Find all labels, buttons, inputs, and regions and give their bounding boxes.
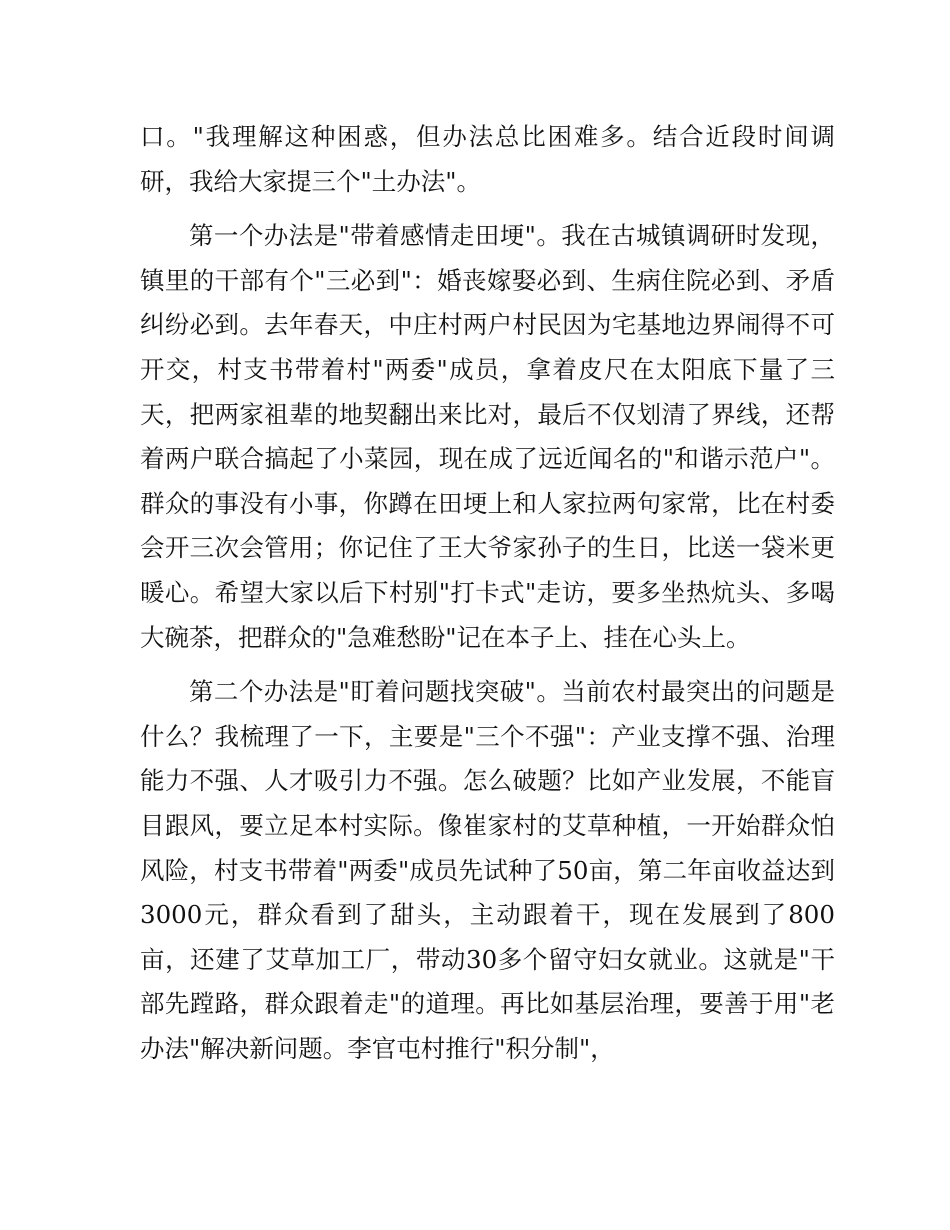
paragraph-1: 口。"我理解这种困惑，但办法总比困难多。结合近段时间调研，我给大家提三个"土办法"。: [140, 122, 835, 196]
paragraph-2: 第一个办法是"带着感情走田埂"。我在古城镇调研时发现，镇里的干部有个"三必到"：婚丧嫁娶必到、生病住院必到、矛盾纠纷必到。去年春天，中庄村两户村民因为宅基地边界闹得不可开交，村支书带着村"两委"成员，拿着皮尺在太阳底下量了三天，把两家祖辈的地契翻出来比对，最后不仅划清了界线，还帮着两户联合搞起了小菜园，现在成了远近闻名的"和谐示范户"。群众的事没有小事，你蹲在田埂上和人家拉两句家常，比在村委会开三次会管用；你记住了王大爷家孙子的生日，比送一袋米更暖心。希望大家以后下村别"打卡式"走访，要多坐热炕头、多喝大碗茶，把群众的"急难愁盼"记在本子上、挂在心头上。: [140, 221, 835, 652]
document-body: [140, 115, 835, 1071]
paragraph-3: 第二个办法是"盯着问题找突破"。当前农村最突出的问题是什么？我梳理了一下，主要是"三个不强"：产业支撑不强、治理能力不强、人才吸引力不强。怎么破题？比如产业发展，不能盲目跟风，要立足本村实际。像崔家村的艾草种植，一开始群众怕风险，村支书带着"两委"成员先试种了50亩，第二年亩收益达到3000元，群众看到了甜头，主动跟着干，现在发展到了800亩，还建了艾草加工厂，带动30多个留守妇女就业。这就是"干部先蹚路，群众跟着走"的道理。再比如基层治理，要善于用"老办法"解决新问题。李官屯村推行"积分制"，: [140, 677, 835, 1063]
